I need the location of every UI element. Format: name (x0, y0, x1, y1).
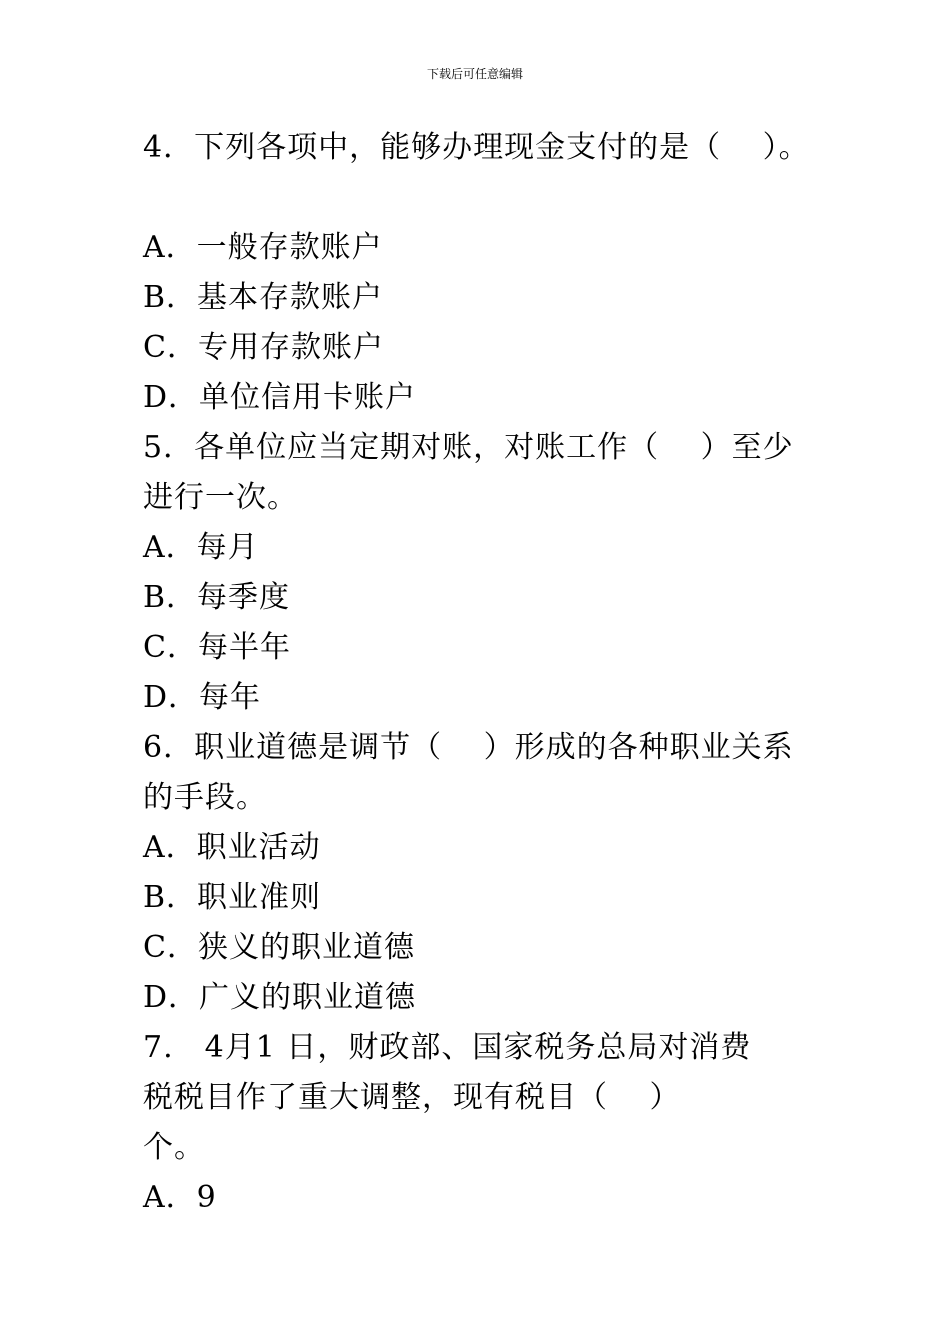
q4-option-a: A．一般存款账户 (143, 230, 383, 265)
page-header: 下载后可任意编辑 (426, 67, 523, 81)
q6-option-b: B．职业准则 (143, 880, 322, 915)
q5-option-c: C．每半年 (143, 630, 291, 665)
q6-option-c: C．狭义的职业道德 (143, 930, 415, 965)
question-5-text-cont: 进行一次。 (143, 480, 298, 515)
question-5-text: 5．各单位应当定期对账，对账工作（ ）至少 (143, 430, 794, 465)
q5-option-d: D．每年 (143, 680, 262, 715)
question-6-text-cont: 的手段。 (143, 780, 267, 815)
q4-option-c: C．专用存款账户 (143, 330, 384, 365)
q6-option-a: A．职业活动 (143, 830, 321, 865)
q6-option-d: D．广义的职业道德 (143, 980, 417, 1015)
question-7-text-end: 个。 (143, 1130, 205, 1165)
q5-option-a: A．每月 (143, 530, 259, 565)
question-4-text: 4．下列各项中，能够办理现金支付的是（ ）。 (143, 130, 810, 165)
question-6-text: 6．职业道德是调节（ ）形成的各种职业关系 (143, 730, 794, 765)
q4-option-d: D．单位信用卡账户 (143, 380, 417, 415)
question-7-text-cont: 税税目作了重大调整，现有税目（ ） (143, 1080, 681, 1115)
q5-option-b: B．每季度 (143, 580, 291, 615)
question-7-text: 7. 4月1 日，财政部、国家税务总局对消费 (143, 1030, 752, 1065)
q4-option-b: B．基本存款账户 (143, 280, 384, 315)
q7-option-a: A．9 (143, 1180, 217, 1215)
